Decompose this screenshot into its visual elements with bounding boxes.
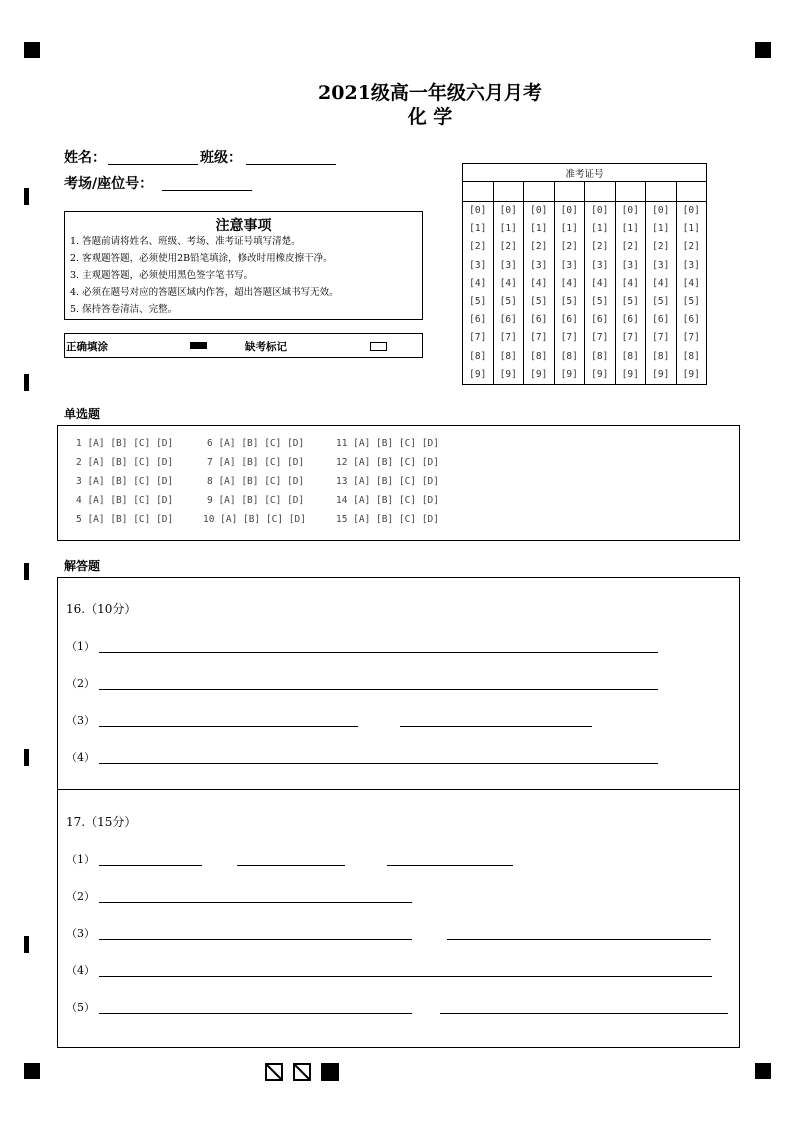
bubble-9[interactable]: [9]: [682, 368, 700, 380]
class-field[interactable]: [246, 164, 336, 165]
question-16-box: [57, 577, 740, 790]
mcq-box: [57, 425, 740, 541]
bubble-1[interactable]: [1]: [499, 223, 517, 235]
notice-item-3: 3. 主观题答题，必须使用黑色签字笔书写。: [70, 270, 254, 281]
admission-digit-box[interactable]: [615, 182, 646, 202]
side-mark-3: [24, 563, 29, 580]
side-mark-1: [24, 188, 29, 205]
bubble-7[interactable]: [7]: [682, 332, 700, 344]
q17-part-1-answer-line-a[interactable]: [99, 865, 202, 866]
mcq-item-9[interactable]: 9 [A] [B] [C] [D]: [207, 495, 305, 506]
room-seat-field[interactable]: [162, 190, 252, 191]
q17-part-5-answer-line-a[interactable]: [99, 1013, 412, 1014]
bubble-8[interactable]: [8]: [499, 350, 517, 362]
bubble-7[interactable]: [7]: [652, 332, 670, 344]
bubble-2[interactable]: [2]: [560, 241, 578, 253]
bubble-0[interactable]: [0]: [499, 205, 517, 216]
bubble-3[interactable]: [3]: [560, 259, 578, 271]
question-17-header: 17.（15分）: [66, 815, 137, 829]
bubble-0[interactable]: [0]: [469, 205, 487, 216]
mcq-item-1[interactable]: 1 [A] [B] [C] [D]: [76, 438, 174, 449]
notice-item-2: 2. 客观题答题，必须使用2B铅笔填涂，修改时用橡皮擦干净。: [70, 253, 333, 264]
admission-title: 准考证号: [463, 164, 707, 182]
bubble-2[interactable]: [2]: [652, 241, 670, 253]
absent-mark-checkbox[interactable]: [370, 342, 387, 351]
answer-section-title: 解答题: [64, 559, 101, 573]
mcq-item-8[interactable]: 8 [A] [B] [C] [D]: [207, 476, 305, 487]
bubble-7[interactable]: [7]: [591, 332, 609, 344]
notice-box: [64, 211, 423, 320]
mcq-section-title: 单选题: [64, 407, 101, 421]
mcq-item-3[interactable]: 3 [A] [B] [C] [D]: [76, 476, 174, 487]
side-mark-4: [24, 749, 29, 766]
q16-part-1-answer-line[interactable]: [99, 652, 658, 653]
admission-digit-box[interactable]: [646, 182, 677, 202]
corner-mark-bottom-right: [755, 1063, 771, 1079]
mcq-item-10[interactable]: 10 [A] [B] [C] [D]: [203, 514, 306, 525]
bubble-0[interactable]: [0]: [652, 205, 670, 216]
bubble-6[interactable]: [6]: [499, 314, 517, 326]
mcq-item-5[interactable]: 5 [A] [B] [C] [D]: [76, 514, 174, 525]
admission-number-grid: [462, 163, 707, 385]
notice-item-5: 5. 保持答卷清洁、完整。: [70, 304, 178, 315]
bubble-4[interactable]: [4]: [682, 277, 700, 289]
bubble-9[interactable]: [9]: [621, 368, 639, 380]
bubble-8[interactable]: [8]: [469, 350, 487, 362]
corner-mark-top-left: [24, 42, 40, 58]
mcq-item-4[interactable]: 4 [A] [B] [C] [D]: [76, 495, 174, 506]
q16-part-2-label: （2）: [66, 677, 95, 690]
corner-mark-bottom-left: [24, 1063, 40, 1079]
q16-part-3-label: （3）: [66, 714, 95, 727]
exam-title: 2021级高一年级六月月考: [318, 82, 542, 104]
q16-part-2-answer-line[interactable]: [99, 689, 658, 690]
admission-bubble-column[interactable]: [493, 202, 524, 385]
bubble-9[interactable]: [9]: [469, 368, 487, 380]
bubble-6[interactable]: [6]: [469, 314, 487, 326]
bubble-6[interactable]: [6]: [591, 314, 609, 326]
bubble-3[interactable]: [3]: [530, 259, 548, 271]
bubble-1[interactable]: [1]: [560, 223, 578, 235]
q17-part-5-label: （5）: [66, 1001, 95, 1014]
bubble-3[interactable]: [3]: [591, 259, 609, 271]
bubble-0[interactable]: [0]: [682, 205, 700, 216]
bubble-8[interactable]: [8]: [530, 350, 548, 362]
bubble-5[interactable]: [5]: [469, 296, 487, 308]
bubble-1[interactable]: [1]: [652, 223, 670, 235]
q17-part-2-label: （2）: [66, 890, 95, 903]
admission-bubble-column[interactable]: [646, 202, 677, 385]
bubble-7[interactable]: [7]: [560, 332, 578, 344]
corner-mark-top-right: [755, 42, 771, 58]
admission-digit-box[interactable]: [554, 182, 585, 202]
notice-title: 注意事项: [215, 218, 272, 234]
q17-part-1-answer-line-c[interactable]: [387, 865, 513, 866]
bubble-0[interactable]: [0]: [530, 205, 548, 216]
absent-mark-label: 缺考标记: [245, 341, 287, 353]
admission-digit-box[interactable]: [676, 182, 707, 202]
bubble-0[interactable]: [0]: [560, 205, 578, 216]
subject-title: 化 学: [407, 106, 453, 128]
question-16-header: 16.（10分）: [66, 602, 137, 616]
q16-part-4-label: （4）: [66, 751, 95, 764]
bubble-7[interactable]: [7]: [499, 332, 517, 344]
admission-digit-box[interactable]: [493, 182, 524, 202]
q16-part-4-answer-line[interactable]: [99, 763, 658, 764]
bubble-9[interactable]: [9]: [560, 368, 578, 380]
admission-bubble-column[interactable]: [524, 202, 555, 385]
correct-fill-label: 正确填涂: [66, 341, 108, 353]
bubble-7[interactable]: [7]: [469, 332, 487, 344]
bubble-6[interactable]: [6]: [530, 314, 548, 326]
bubble-3[interactable]: [3]: [469, 259, 487, 271]
bubble-6[interactable]: [6]: [560, 314, 578, 326]
bubble-2[interactable]: [2]: [591, 241, 609, 253]
side-mark-2: [24, 374, 29, 391]
q17-part-3-answer-line-b[interactable]: [447, 939, 711, 940]
bubble-2[interactable]: [2]: [530, 241, 548, 253]
bubble-3[interactable]: [3]: [682, 259, 700, 271]
bubble-3[interactable]: [3]: [621, 259, 639, 271]
bubble-1[interactable]: [1]: [591, 223, 609, 235]
mcq-item-15[interactable]: 15 [A] [B] [C] [D]: [336, 514, 439, 525]
q16-part-1-label: （1）: [66, 640, 95, 653]
q17-part-5-answer-line-b[interactable]: [440, 1013, 728, 1014]
admission-bubble-column[interactable]: [554, 202, 585, 385]
class-label: 班级：: [200, 150, 242, 166]
mcq-item-6[interactable]: 6 [A] [B] [C] [D]: [207, 438, 305, 449]
bubble-8[interactable]: [8]: [560, 350, 578, 362]
q16-part-3-answer-line-b[interactable]: [400, 726, 592, 727]
mcq-item-2[interactable]: 2 [A] [B] [C] [D]: [76, 457, 174, 468]
bubble-5[interactable]: [5]: [499, 296, 517, 308]
notice-item-1: 1. 答题前请将姓名、班级、考场、准考证号填写清楚。: [70, 236, 301, 247]
admission-digit-box[interactable]: [463, 182, 494, 202]
bubble-5[interactable]: [5]: [652, 296, 670, 308]
bubble-6[interactable]: [6]: [621, 314, 639, 326]
bubble-1[interactable]: [1]: [682, 223, 700, 235]
bubble-6[interactable]: [6]: [682, 314, 700, 326]
admission-bubble-column[interactable]: [615, 202, 646, 385]
marking-example-box: [64, 333, 423, 358]
page-marker-hatched-2: [293, 1063, 311, 1081]
page-marker-hatched-1: [265, 1063, 283, 1081]
name-field[interactable]: [108, 164, 198, 165]
question-17-box: [57, 789, 740, 1048]
bubble-2[interactable]: [2]: [621, 241, 639, 253]
q17-part-4-answer-line[interactable]: [99, 976, 712, 977]
bubble-0[interactable]: [0]: [591, 205, 609, 216]
bubble-5[interactable]: [5]: [591, 296, 609, 308]
bubble-8[interactable]: [8]: [591, 350, 609, 362]
bubble-7[interactable]: [7]: [530, 332, 548, 344]
bubble-2[interactable]: [2]: [499, 241, 517, 253]
side-mark-5: [24, 936, 29, 953]
q17-part-1-label: （1）: [66, 853, 95, 866]
q17-part-1-answer-line-b[interactable]: [237, 865, 345, 866]
bubble-7[interactable]: [7]: [621, 332, 639, 344]
bubble-5[interactable]: [5]: [530, 296, 548, 308]
mcq-item-11[interactable]: 11 [A] [B] [C] [D]: [336, 438, 439, 449]
correct-fill-sample: [190, 342, 207, 349]
mcq-item-12[interactable]: 12 [A] [B] [C] [D]: [336, 457, 439, 468]
mcq-item-13[interactable]: 13 [A] [B] [C] [D]: [336, 476, 439, 487]
bubble-4[interactable]: [4]: [591, 277, 609, 289]
bubble-1[interactable]: [1]: [621, 223, 639, 235]
bubble-9[interactable]: [9]: [499, 368, 517, 380]
bubble-5[interactable]: [5]: [560, 296, 578, 308]
bubble-3[interactable]: [3]: [652, 259, 670, 271]
bubble-8[interactable]: [8]: [621, 350, 639, 362]
admission-bubble-column[interactable]: [585, 202, 616, 385]
q17-part-2-answer-line[interactable]: [99, 902, 412, 903]
bubble-9[interactable]: [9]: [591, 368, 609, 380]
bubble-4[interactable]: [4]: [469, 277, 487, 289]
name-label: 姓名：: [64, 150, 106, 166]
bubble-9[interactable]: [9]: [652, 368, 670, 380]
bubble-4[interactable]: [4]: [560, 277, 578, 289]
bubble-4[interactable]: [4]: [499, 277, 517, 289]
bubble-3[interactable]: [3]: [499, 259, 517, 271]
q16-part-3-answer-line-a[interactable]: [99, 726, 358, 727]
bubble-5[interactable]: [5]: [621, 296, 639, 308]
admission-bubble-column[interactable]: [676, 202, 707, 385]
q17-part-3-label: （3）: [66, 927, 95, 940]
page-marker-solid: [321, 1063, 339, 1081]
notice-item-4: 4. 必须在题号对应的答题区域内作答，超出答题区域书写无效。: [70, 287, 339, 298]
room-seat-label: 考场/座位号：: [64, 176, 154, 192]
bubble-5[interactable]: [5]: [682, 296, 700, 308]
mcq-item-14[interactable]: 14 [A] [B] [C] [D]: [336, 495, 439, 506]
bubble-1[interactable]: [1]: [469, 223, 487, 235]
bubble-4[interactable]: [4]: [652, 277, 670, 289]
admission-bubble-column[interactable]: [463, 202, 494, 385]
mcq-item-7[interactable]: 7 [A] [B] [C] [D]: [207, 457, 305, 468]
admission-digit-box[interactable]: [524, 182, 555, 202]
q17-part-4-label: （4）: [66, 964, 95, 977]
admission-digit-box[interactable]: [585, 182, 616, 202]
bubble-2[interactable]: [2]: [682, 241, 700, 253]
bubble-1[interactable]: [1]: [530, 223, 548, 235]
bubble-0[interactable]: [0]: [621, 205, 639, 216]
bubble-9[interactable]: [9]: [530, 368, 548, 380]
bubble-4[interactable]: [4]: [621, 277, 639, 289]
bubble-8[interactable]: [8]: [682, 350, 700, 362]
bubble-4[interactable]: [4]: [530, 277, 548, 289]
bubble-2[interactable]: [2]: [469, 241, 487, 253]
bubble-6[interactable]: [6]: [652, 314, 670, 326]
bubble-8[interactable]: [8]: [652, 350, 670, 362]
q17-part-3-answer-line-a[interactable]: [99, 939, 412, 940]
